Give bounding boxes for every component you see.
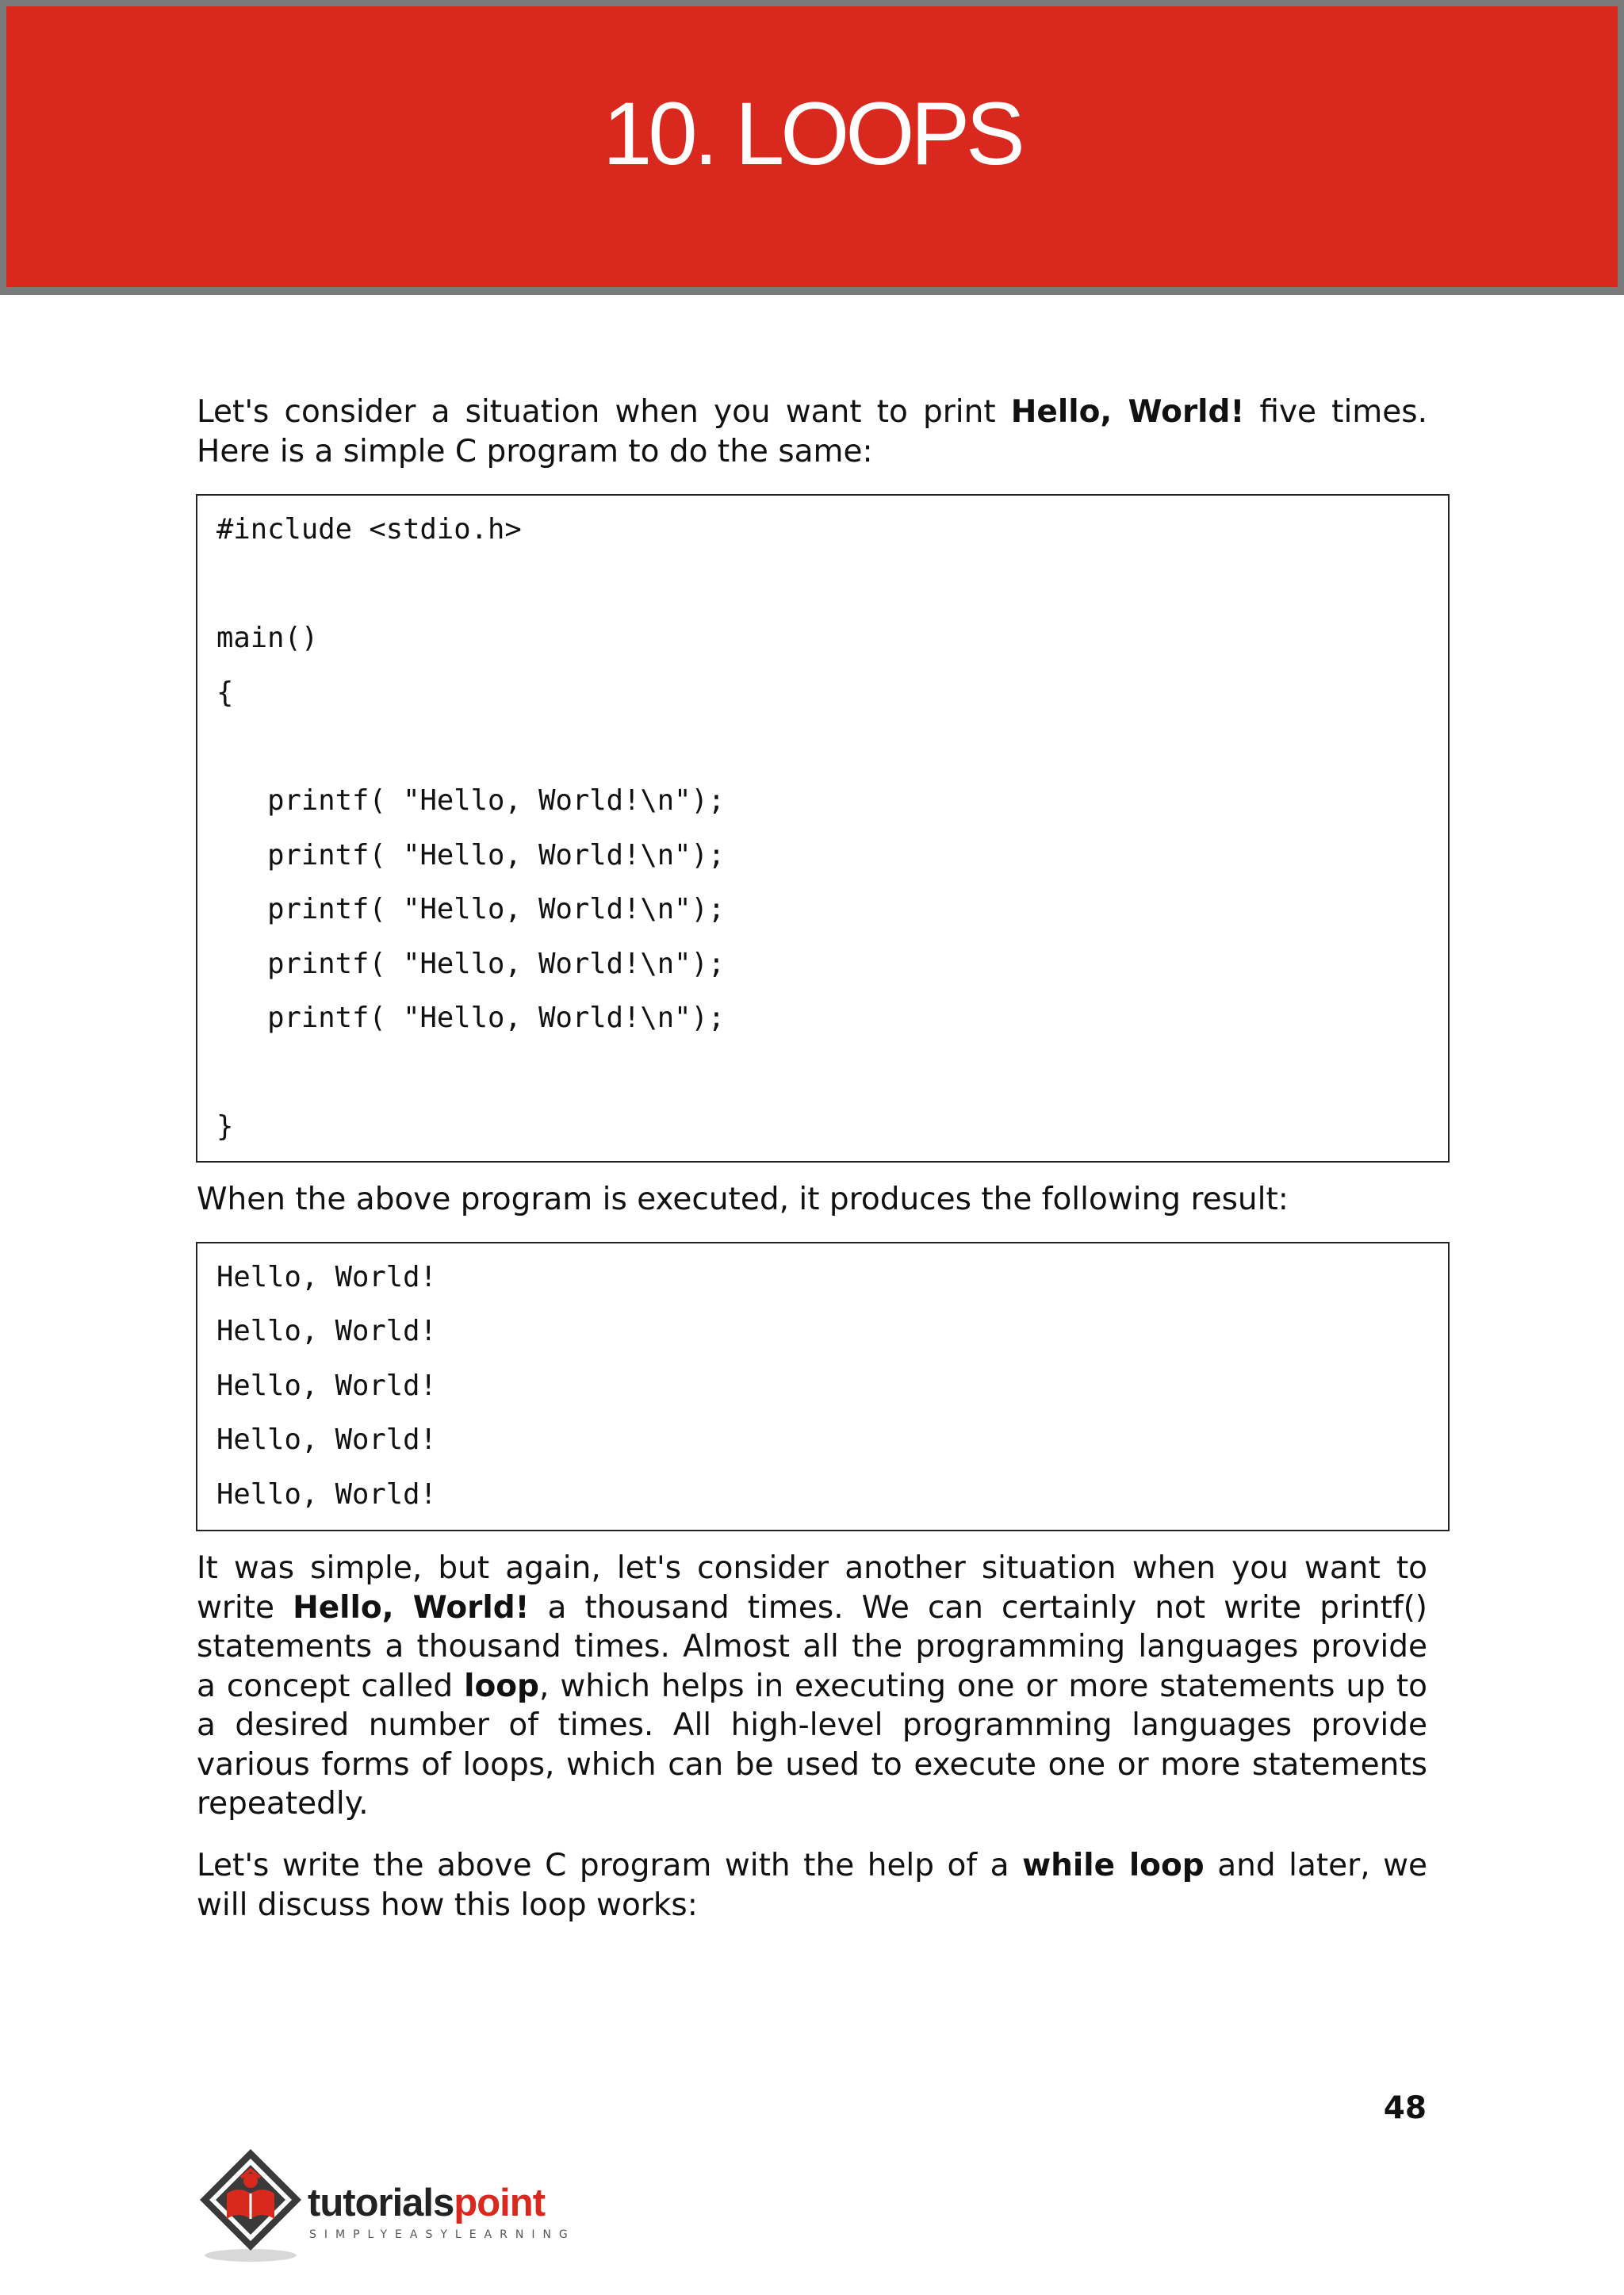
output-line: Hello, World! (216, 1478, 437, 1511)
code-line: } (216, 1110, 234, 1143)
output-block (196, 1242, 1450, 1531)
logo-wordmark (308, 2181, 545, 2225)
intro-text: Let's consider a situation when you want to print (197, 394, 1011, 430)
chapter-title: 10. LOOPS (603, 84, 1021, 183)
tutorialspoint-book-diamond-icon (195, 2146, 306, 2265)
logo-tagline: SIMPLYEASYLEARNING (309, 2228, 576, 2241)
while-bold: while loop (1022, 1848, 1205, 1883)
code-line: { (216, 676, 234, 709)
code-line: printf( "Hello, World!\n"); (216, 1002, 726, 1034)
logo-wordmark-red: point (454, 2182, 546, 2224)
output-line: Hello, World! (216, 1370, 437, 1402)
intro-bold: Hello, World! (1010, 394, 1245, 430)
output-line: Hello, World! (216, 1261, 437, 1293)
output-line: Hello, World! (216, 1423, 437, 1456)
program-code-block (196, 494, 1450, 1163)
while-paragraph (197, 1846, 1427, 1925)
while-text-end: and later, we will discuss how this loop works: (197, 1848, 1428, 1923)
while-text: Let's write the above C program with the help of a (197, 1848, 1023, 1883)
code-line: main() (216, 622, 319, 654)
loop-bold-hello: Hello, World! (293, 1589, 530, 1626)
code-line: printf( "Hello, World!\n"); (216, 893, 726, 925)
code-line: printf( "Hello, World!\n"); (216, 948, 726, 980)
loop-text: a thousand times. We can certainly not write printf() statements a thousand times. Almost all the programming languages provide a concept called (197, 1589, 1427, 1704)
loop-bold-loop: loop (464, 1668, 539, 1704)
page-number: 48 (1383, 2090, 1427, 2126)
loop-paragraph (197, 1549, 1427, 1824)
loop-text: , which helps in executing one or more statements up to a desired number of times. All high-level programming languages provide various forms of loops, which can be used to execute one or more statements repeatedly. (197, 1668, 1427, 1822)
output-line: Hello, World! (216, 1315, 437, 1347)
intro-text-end: five times. Here is a simple C program to do the same: (197, 394, 1427, 469)
code-line: #include <stdio.h> (216, 513, 522, 546)
code-line: printf( "Hello, World!\n"); (216, 839, 726, 872)
tutorialspoint-logo (195, 2146, 576, 2268)
code-line: printf( "Hello, World!\n"); (216, 784, 726, 817)
intro-paragraph (197, 393, 1427, 471)
chapter-banner (0, 0, 1624, 295)
logo-wordmark-dark: tutorials (308, 2182, 454, 2224)
result-intro: When the above program is executed, it produces the following result: (197, 1182, 1289, 1217)
loop-text: It was simple, but again, let's consider another situation when you want to write (197, 1550, 1427, 1626)
